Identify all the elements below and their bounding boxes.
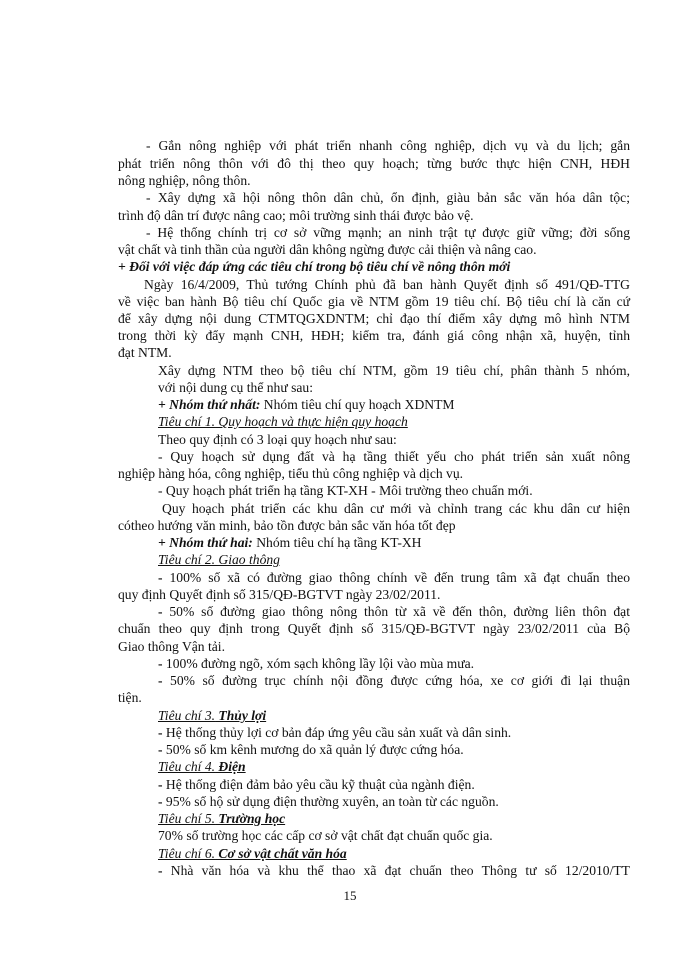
bullet-text: 50% số đường trục chính nội đồng được cứng hóa, xe cơ giới đi lại thuận (162, 673, 630, 688)
page-number: 15 (343, 888, 357, 903)
bullet-text: 50% số đường giao thông nông thôn từ xã về đến thôn, đường liên thôn đạt (162, 604, 630, 619)
text-line: chuẩn theo quy định trong Quyết định số 315/QĐ-BGTVT ngày 23/02/2011 của Bộ (118, 621, 630, 636)
bullet-line (118, 569, 630, 586)
criterion-title: Trường học (215, 811, 286, 826)
bullet-text: 100% số xã có đường giao thông chính về đến trung tâm xã đạt chuẩn theo (162, 570, 630, 585)
section-heading: + Đối với việc đáp ứng các tiêu chí trong bộ tiêu chí về nông thôn mới (118, 259, 511, 274)
text-line: quy định Quyết định số 315/QĐ-BGTVT ngày 23/02/2011. (118, 587, 441, 602)
bullet-dash: - (158, 742, 163, 757)
bullet-line (118, 603, 630, 620)
bullet-text: Hệ thống thủy lợi cơ bản đáp ứng yêu cầu sản xuất và dân sinh. (162, 725, 512, 740)
bullet-line: - Hệ thống chính trị cơ sở vững mạnh; an ninh trật tự được giữ vững; đời sống (146, 225, 630, 240)
criterion-heading (118, 845, 630, 862)
criterion-title: Quy hoạch và thực hiện quy hoạch (215, 414, 408, 429)
bullet-dash: - (158, 656, 163, 671)
criterion-heading (118, 810, 630, 827)
criterion-label: Tiêu chí 4. (158, 759, 216, 774)
group-heading (118, 534, 630, 551)
text-line: Theo quy định có 3 loại quy hoạch như sau: (158, 432, 397, 447)
criterion-label: Tiêu chí 1. (158, 414, 216, 429)
text-line: trình độ dân trí được nâng cao; môi trường sinh thái được bảo vệ. (118, 208, 474, 223)
bullet-dash: - (158, 863, 163, 878)
bullet-line (118, 741, 630, 758)
text-line: vật chất và tinh thần của người dân không ngừng được cải thiện và nâng cao. (118, 242, 537, 257)
text-line: đạt NTM. (118, 345, 172, 360)
bullet-line: - Gắn nông nghiệp với phát triển nhanh công nghiệp, dịch vụ và du lịch; gắn (146, 138, 630, 153)
bullet-text: Hệ thống điện đảm bảo yêu cầu kỹ thuật của ngành điện. (162, 777, 475, 792)
text-line: trong thời kỳ đẩy mạnh CNH, HĐH; kiểm tra, đánh giá công nhận xã, huyện, tỉnh (118, 328, 630, 343)
bullet-line: - Xây dựng xã hội nông thôn dân chủ, ổn định, giàu bản sắc văn hóa dân tộc; (146, 190, 630, 205)
bullet-line: - Quy hoạch phát triển hạ tầng KT-XH - Môi trường theo chuẩn mới. (158, 483, 533, 498)
text-line: để xây dựng nội dung CTMTQGXDNTM; chỉ đạo thí điểm xây dựng mô hình NTM (118, 311, 630, 326)
criterion-heading (118, 758, 630, 775)
bullet-text: 95% số hộ sử dụng điện thường xuyên, an toàn từ các nguồn. (162, 794, 499, 809)
text-line: nghiệp hàng hóa, công nghiệp, tiểu thủ công nghiệp và dịch vụ. (118, 466, 464, 481)
criterion-title: Điện (215, 759, 246, 774)
group-title: Nhóm tiêu chí quy hoạch XDNTM (260, 397, 455, 412)
bullet-line (118, 724, 630, 741)
bullet-dash: - (158, 794, 163, 809)
criterion-heading (118, 707, 630, 724)
text-line: cótheo hướng văn minh, bảo tồn được bản sắc văn hóa tốt đẹp (118, 518, 456, 533)
group-label: + Nhóm thứ hai: (158, 535, 253, 550)
bullet-text: 100% đường ngõ, xóm sạch không lầy lội vào mùa mưa. (162, 656, 475, 671)
bullet-text: 50% số km kênh mương do xã quản lý được cứng hóa. (162, 742, 464, 757)
bullet-line (118, 655, 630, 672)
text-line: tiện. (118, 690, 142, 705)
bullet-text: Nhà văn hóa và khu thể thao xã đạt chuẩn theo Thông tư số 12/2010/TT (162, 863, 630, 878)
criterion-label: Tiêu chí 3. (158, 708, 216, 723)
bullet-dash: - (158, 725, 163, 740)
text-line: với nội dung cụ thể như sau: (158, 380, 314, 395)
bullet-dash: - (158, 777, 163, 792)
bullet-line (118, 793, 630, 810)
bullet-dash: - (158, 604, 163, 619)
text-line: về việc ban hành Bộ tiêu chí Quốc gia về NTM gồm 19 tiêu chí. Bộ tiêu chí là căn cứ (118, 294, 630, 309)
criterion-label: Tiêu chí 6. (158, 846, 216, 861)
paragraph-line: Ngày 16/4/2009, Thủ tướng Chính phủ đã ban hành Quyết định số 491/QĐ-TTG (144, 277, 630, 292)
criterion-heading: Tiêu chí 2. Giao thông (158, 552, 280, 567)
bullet-line (118, 862, 630, 879)
criterion-label: Tiêu chí 5. (158, 811, 216, 826)
bullet-line (118, 776, 630, 793)
group-title: Nhóm tiêu chí hạ tầng KT-XH (252, 535, 422, 550)
text-line: 70% số trường học các cấp cơ sở vật chất đạt chuẩn quốc gia. (158, 828, 493, 843)
bullet-line: - Quy hoạch sử dụng đất và hạ tầng thiết yếu cho phát triển sản xuất nông (158, 449, 630, 464)
criterion-heading (118, 413, 630, 430)
paragraph-line: Xây dựng NTM theo bộ tiêu chí NTM, gồm 19 tiêu chí, phân thành 5 nhóm, (158, 363, 630, 378)
bullet-dash: - (158, 570, 163, 585)
bullet-line (118, 672, 630, 689)
text-line: nông nghiệp, nông thôn. (118, 173, 251, 188)
paragraph-line: Quy hoạch phát triển các khu dân cư mới và chỉnh trang các khu dân cư hiện (162, 501, 630, 516)
text-line: Giao thông Vận tải. (118, 639, 225, 654)
criterion-title: Thủy lợi (215, 708, 267, 723)
criterion-title: Cơ sở vật chất văn hóa (215, 846, 347, 861)
group-label: + Nhóm thứ nhất: (158, 397, 261, 412)
group-heading (118, 396, 630, 413)
bullet-dash: - (158, 673, 163, 688)
text-line: phát triển nông thôn với đô thị theo quy hoạch; từng bước thực hiện CNH, HĐH (118, 156, 630, 171)
